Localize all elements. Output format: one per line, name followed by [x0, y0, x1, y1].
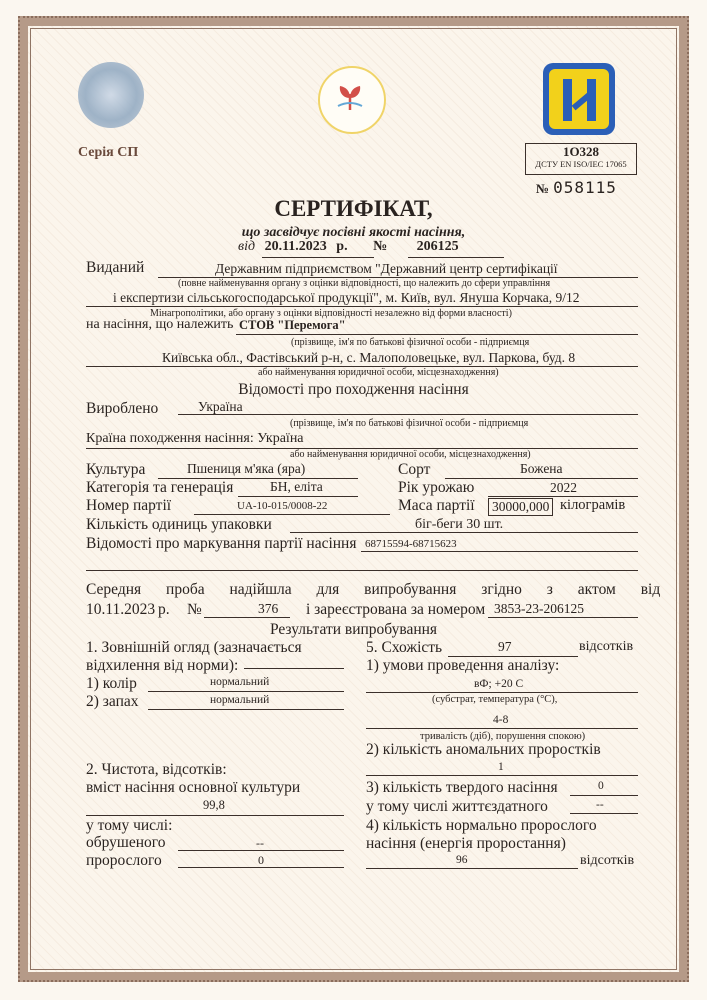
conditions-label: 1) умови проведення аналізу:: [366, 657, 560, 674]
accreditation-code: 1O328: [562, 144, 600, 159]
cert-num: 206125: [416, 239, 459, 254]
smell-value: нормальний: [210, 694, 270, 706]
harvest-value: 2022: [550, 480, 577, 495]
act-year-suffix: р.: [158, 601, 170, 618]
sprout-icon: [336, 82, 364, 112]
sample-text: Середня проба надійшла для випробування згідно з актом від: [86, 581, 661, 598]
normal-unit: відсотків: [580, 853, 635, 868]
normal-label-1: 4) кількість нормально пророслого: [366, 817, 597, 834]
certificate-subtitle: що засвідчує посівні якості насіння,: [241, 225, 466, 240]
produced-note: (прізвище, ім'я по батькові фізичної особи - підприємця: [290, 418, 529, 429]
hard-seed-label: 3) кількість твердого насіння: [366, 779, 558, 796]
origin-note: або найменування юридичної особи, місцезнаходження): [290, 449, 531, 460]
culture-label: Культура: [86, 461, 146, 478]
conditions-value: вФ; +20 С: [474, 678, 524, 690]
results-heading: Результати випробування: [269, 621, 438, 638]
marking-value: 68715594-68715623: [365, 538, 457, 550]
mass-value: 30000,000: [488, 498, 553, 516]
husked-value: --: [256, 836, 264, 850]
owner-value: СТОВ "Перемога": [239, 318, 346, 332]
certificate-date: 20.11.2023: [264, 239, 327, 254]
accreditation-standard: ДСТУ EN ISO/IEC 17065: [535, 159, 627, 169]
color-value: нормальний: [210, 676, 270, 688]
conditions-note: (субстрат, температура (°С),: [432, 694, 558, 705]
owner-note-2: або найменування юридичної особи, місцезнаходження): [258, 367, 499, 378]
number-value: 058115: [553, 178, 617, 197]
issuer-note-2: Мінагрополітики, або органу з оцінки відповідності незалежно від форми власності): [150, 308, 512, 319]
origin-heading: Відомості про походження насіння: [238, 381, 469, 398]
lot-value: UA-10-015/0008-22: [237, 500, 328, 512]
variety-label: Сорт: [398, 461, 431, 478]
owner-label: на насіння, що належить: [86, 317, 234, 332]
smell-label: 2) запах: [86, 693, 139, 710]
act-num: 376: [258, 601, 279, 616]
hologram-emblem: [78, 62, 144, 128]
viable-label: у тому числі життєздатного: [366, 798, 548, 815]
number-prefix: №: [536, 181, 550, 196]
accreditation-box: [525, 143, 637, 175]
act-date: 10.11.2023: [86, 601, 156, 618]
units-label: Кількість одиниць упаковки: [86, 516, 272, 533]
germination-value: 97: [498, 639, 512, 654]
main-crop-value: 99,8: [203, 798, 225, 812]
cert-num-label: №: [373, 239, 388, 254]
appearance-label-1: 1. Зовнішній огляд (зазначається: [86, 639, 302, 656]
issuer-note-1: (повне найменування органу з оцінки відповідності, що належить до сфери управління: [178, 278, 551, 289]
duration-note: тривалість (діб), порушення спокою): [420, 731, 586, 742]
normal-label-2: насіння (енергія проростання): [366, 835, 566, 852]
variety-value: Божена: [520, 461, 563, 476]
husked-label: обрушеного: [86, 834, 166, 851]
main-crop-label: вміст насіння основної культури: [86, 779, 301, 796]
produced-label: Вироблено: [86, 400, 159, 417]
title-date-row: [238, 239, 459, 255]
viable-value: --: [596, 799, 604, 811]
culture-value: Пшениця м'яка (яра): [187, 461, 306, 476]
lot-label: Номер партії: [86, 497, 172, 514]
color-label: 1) колір: [86, 675, 137, 692]
date-label: від: [238, 239, 256, 254]
mass-unit: кілограмів: [560, 497, 626, 513]
series-label: Серія СП: [78, 145, 139, 160]
owner-address: Київська обл., Фастівський р-н, с. Малополовецьке, вул. Паркова, буд. 8: [162, 350, 576, 365]
appearance-label-2: відхилення від норми):: [86, 657, 239, 674]
including-label: у тому числі:: [86, 817, 173, 834]
germination-label: 5. Схожість: [366, 639, 443, 656]
category-value: БН, еліта: [270, 479, 323, 494]
marking-label: Відомості про маркування партії насіння: [86, 535, 357, 552]
issuer-value-2: і експертизи сільськогосподарської продукції", м. Київ, вул. Януша Корчака, 9/12: [113, 290, 580, 305]
mass-label: Маса партії: [398, 497, 475, 514]
abnormal-value: 1: [498, 761, 504, 773]
produced-value: Україна: [198, 399, 243, 414]
act-num-label: №: [187, 601, 202, 618]
sprouted-label: пророслого: [86, 852, 162, 869]
issuer-label: Виданий: [86, 259, 145, 276]
origin-country: Країна походження насіння: Україна: [86, 431, 304, 446]
purity-label: 2. Чистота, відсотків:: [86, 761, 227, 778]
sprouted-value: 0: [258, 853, 264, 867]
abnormal-label: 2) кількість аномальних проростків: [366, 741, 601, 758]
reg-num: 3853-23-206125: [494, 601, 584, 616]
normal-value: 96: [456, 854, 468, 866]
reg-label: і зареєстрована за номером: [306, 601, 486, 618]
germination-unit: відсотків: [579, 639, 634, 654]
hard-seed-value: 0: [598, 780, 604, 792]
date-year-suffix: р.: [336, 239, 348, 254]
issuer-value-1: Державним підприємством "Державний центр сертифікації: [215, 261, 558, 276]
certificate-number: [536, 178, 617, 198]
owner-note-1: (прізвище, ім'я по батькові фізичної особи - підприємця: [291, 337, 530, 348]
category-label: Категорія та генерація: [86, 479, 234, 496]
harvest-label: Рік урожаю: [398, 479, 475, 496]
accreditation-logo: [543, 63, 615, 135]
duration-value: 4-8: [493, 714, 509, 726]
units-value: біг-беги 30 шт.: [415, 517, 504, 532]
certificate-title: СЕРТИФІКАТ,: [274, 196, 433, 221]
